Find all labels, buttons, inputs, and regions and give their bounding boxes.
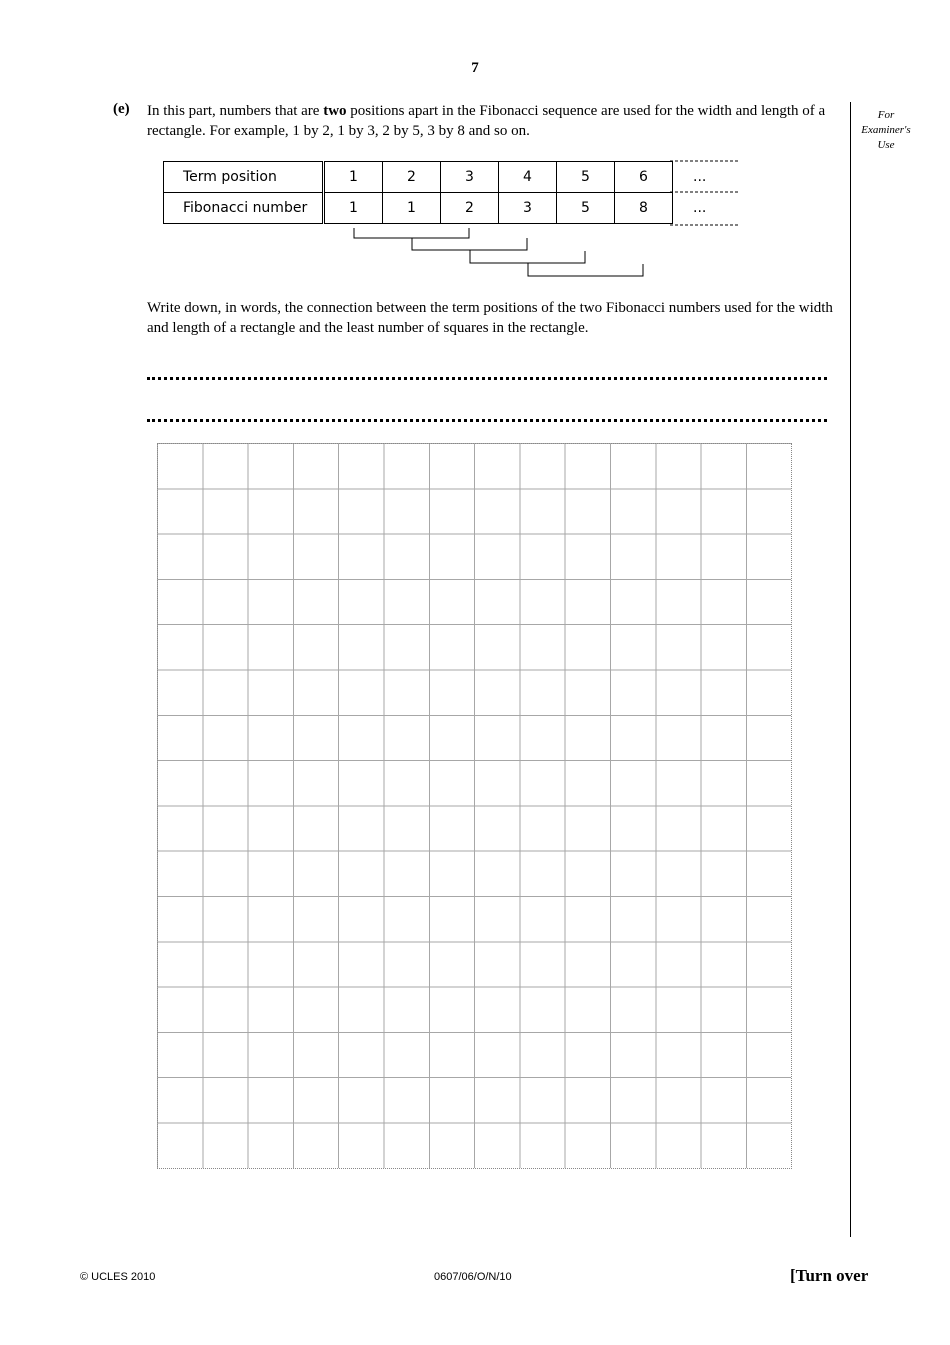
term-position-cell: 4 <box>499 162 557 193</box>
working-grid-border <box>157 443 792 1169</box>
fibonacci-number-header: Fibonacci number <box>164 193 324 224</box>
intro-bold-word: two <box>323 103 347 119</box>
pair-bracket-2-4 <box>412 238 527 250</box>
term-position-ellipsis: ... <box>693 169 707 185</box>
pairing-brackets <box>0 0 950 300</box>
fibonacci-number-cell: 2 <box>441 193 499 224</box>
question-instruction: Write down, in words, the connection between the term positions of the two Fibonacci numbers used for the width and length of a rectangle and the least number of squares in the rectangle. <box>147 300 833 336</box>
term-position-cell: 1 <box>324 162 383 193</box>
fibonacci-number-ellipsis: ... <box>693 200 707 216</box>
pair-bracket-1-3 <box>354 228 469 238</box>
fibonacci-number-cell: 5 <box>557 193 615 224</box>
term-position-cell: 5 <box>557 162 615 193</box>
pair-bracket-4-6 <box>528 263 643 276</box>
footer-paper-code: 0607/06/O/N/10 <box>434 1271 512 1283</box>
footer-copyright: © UCLES 2010 <box>80 1271 156 1283</box>
fibonacci-number-cell: 3 <box>499 193 557 224</box>
intro-text-end: positions apart in the Fibonacci sequence are used for the width and length of a rectangle. For example, 1 by 2, 1 by 3, 2 by 5, 3 by 8 and so on. <box>147 103 826 139</box>
fibonacci-number-cell: 1 <box>383 193 441 224</box>
pair-bracket-3-5 <box>470 250 585 263</box>
term-position-cell: 3 <box>441 162 499 193</box>
answer-line[interactable] <box>147 419 827 422</box>
fibonacci-number-cell: 1 <box>324 193 383 224</box>
intro-text-start: In this part, numbers that are <box>147 103 324 119</box>
part-label: (e) <box>113 101 130 117</box>
term-position-header: Term position <box>164 162 324 193</box>
answer-line[interactable] <box>147 377 827 380</box>
examiner-use-note: For Examiner's Use <box>861 109 911 151</box>
footer-turn-over: [Turn over <box>790 1266 869 1285</box>
fibonacci-number-cell: 8 <box>615 193 673 224</box>
page-number: 7 <box>471 60 479 76</box>
term-position-cell: 6 <box>615 162 673 193</box>
term-position-cell: 2 <box>383 162 441 193</box>
